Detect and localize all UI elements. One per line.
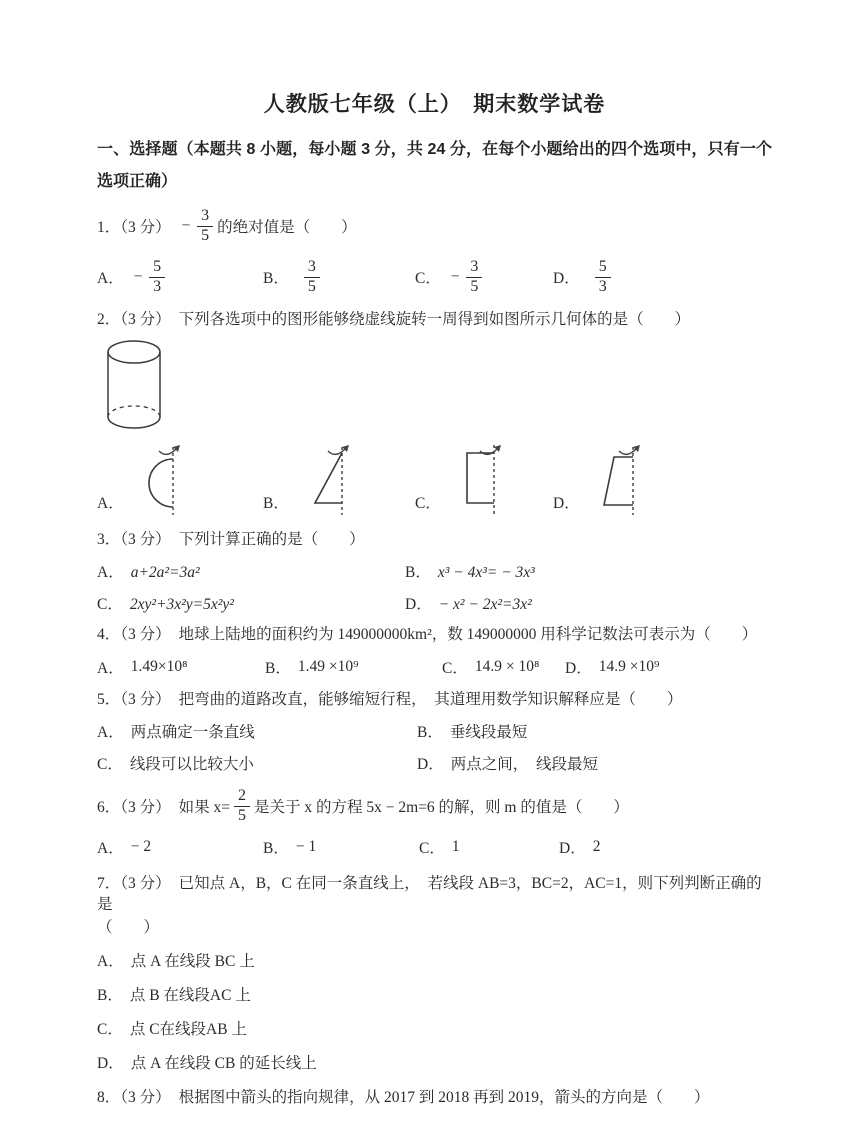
fraction-numerator: 5 bbox=[149, 258, 165, 277]
question-3-options bbox=[97, 560, 772, 614]
page-title: 人教版七年级（上） 期末数学试卷 bbox=[263, 93, 606, 116]
option-b-label: B． bbox=[265, 660, 291, 677]
option-b-label: B． bbox=[263, 270, 289, 287]
question-2-text: 下列各选项中的图形能够绕虚线旋转一周得到如图所示几何体的是（ ） bbox=[178, 311, 691, 328]
option-d-label: D． bbox=[565, 660, 592, 677]
question-4-number: 4．（3 分） bbox=[97, 626, 171, 643]
option-d bbox=[405, 592, 772, 614]
option-c-value: 1 bbox=[451, 838, 460, 855]
option-a bbox=[97, 654, 187, 680]
option-a-text: 两点确定一条直线 bbox=[130, 724, 255, 741]
option-d-label: D． bbox=[559, 840, 586, 857]
option-d-label: D． bbox=[417, 756, 444, 773]
option-c-text: 点 C在线段AB 上 bbox=[129, 1021, 247, 1038]
question-6-stem bbox=[97, 784, 772, 828]
option-d-label: D． bbox=[97, 1055, 124, 1072]
option-b-label: B． bbox=[263, 840, 289, 857]
option-c-label: C． bbox=[97, 596, 123, 613]
option-a-label: A． bbox=[97, 724, 124, 741]
triangle-figure bbox=[296, 439, 370, 519]
option-a-value: − 2 bbox=[130, 838, 152, 855]
question-5-options bbox=[97, 720, 772, 774]
question-6-number: 6．（3 分） bbox=[97, 799, 171, 816]
question-2-options bbox=[97, 435, 772, 519]
fraction-denominator: 3 bbox=[598, 277, 607, 295]
fraction-numerator: 5 bbox=[595, 258, 611, 277]
option-a-text: 点 A 在线段 BC 上 bbox=[130, 953, 255, 970]
option-a-label: A． bbox=[97, 564, 124, 581]
question-5-text: 把弯曲的道路改直，能够缩短行程， 其道理用数学知识解释应是（ ） bbox=[178, 691, 683, 708]
option-d-text: 两点之间， 线段最短 bbox=[450, 756, 598, 773]
question-6-options bbox=[97, 834, 772, 860]
option-b bbox=[405, 560, 772, 582]
question-1-text: 的绝对值是（ ） bbox=[217, 219, 357, 236]
minus-sign: − bbox=[132, 268, 144, 285]
question-1-options bbox=[97, 254, 772, 300]
question-3-stem bbox=[97, 529, 772, 550]
question-2-number: 2．（3 分） bbox=[97, 311, 171, 328]
question-5-stem bbox=[97, 689, 772, 710]
question-8 bbox=[97, 1087, 772, 1108]
option-c-label: C． bbox=[415, 495, 441, 512]
option-c-expression: 2xy²+3x²y=5x²y² bbox=[129, 596, 234, 613]
option-c bbox=[415, 439, 522, 519]
fraction-denominator: 5 bbox=[201, 226, 210, 244]
question-1 bbox=[97, 204, 772, 300]
question-2-figure bbox=[105, 339, 772, 431]
rectangle-figure bbox=[448, 439, 522, 519]
question-4-options bbox=[97, 654, 772, 680]
question-6 bbox=[97, 784, 772, 860]
fraction-5-3 bbox=[149, 258, 165, 296]
option-c bbox=[442, 654, 539, 680]
option-b-text: 点 B 在线段AC 上 bbox=[129, 987, 251, 1004]
fraction-denominator: 5 bbox=[238, 806, 247, 824]
question-4-stem bbox=[97, 624, 772, 645]
question-5-number: 5．（3 分） bbox=[97, 691, 171, 708]
option-d-value: 2 bbox=[592, 838, 601, 855]
question-2-stem bbox=[97, 309, 772, 330]
fraction-denominator: 5 bbox=[307, 277, 316, 295]
fraction-2-5 bbox=[234, 787, 250, 825]
question-4-text: 地球上陆地的面积约为 149000000km²，数 149000000 用科学记数法可表示为（ ） bbox=[178, 626, 758, 643]
option-c-text: 线段可以比较大小 bbox=[129, 756, 254, 773]
question-1-number: 1．（3 分） bbox=[97, 219, 171, 236]
question-7-number: 7．（3 分） bbox=[97, 875, 171, 892]
fraction-numerator: 3 bbox=[466, 258, 482, 277]
option-a-label: A． bbox=[97, 495, 124, 512]
option-a bbox=[97, 720, 417, 742]
option-c-label: C． bbox=[415, 270, 441, 287]
option-b-value: 1.49 ×10⁹ bbox=[297, 658, 359, 675]
question-8-number: 8．（3 分） bbox=[97, 1089, 171, 1106]
option-b-text: 垂线段最短 bbox=[449, 724, 528, 741]
fraction-numerator: 3 bbox=[197, 207, 213, 226]
option-b bbox=[263, 439, 370, 519]
fraction-3-5 bbox=[304, 258, 320, 296]
option-a-label: A． bbox=[97, 840, 124, 857]
option-b-label: B． bbox=[263, 495, 289, 512]
option-a-value: 1.49×10⁸ bbox=[130, 658, 188, 675]
fraction-3-5 bbox=[466, 258, 482, 296]
option-a bbox=[97, 951, 772, 972]
option-a-expression: a+2a²=3a² bbox=[130, 564, 200, 581]
option-b bbox=[97, 985, 772, 1006]
trapezoid-figure bbox=[587, 439, 661, 519]
option-b-expression: x³ − 4x³= − 3x³ bbox=[437, 564, 535, 581]
minus-sign: − bbox=[449, 268, 461, 285]
option-c-label: C． bbox=[97, 1021, 123, 1038]
question-4 bbox=[97, 624, 772, 680]
option-a bbox=[97, 439, 205, 519]
option-a-label: A． bbox=[97, 270, 124, 287]
rotation-arrow-icon bbox=[159, 445, 180, 454]
option-a bbox=[97, 560, 405, 582]
question-3-number: 3．（3 分） bbox=[97, 531, 171, 548]
question-7-stem-blank: （ ） bbox=[97, 919, 160, 936]
option-d bbox=[553, 439, 661, 519]
question-8-text: 根据图中箭头的指向规律，从 2017 到 2018 再到 2019，箭头的方向是（ ） bbox=[178, 1089, 710, 1106]
option-d bbox=[417, 752, 772, 774]
question-8-stem bbox=[97, 1087, 772, 1108]
option-a-label: A． bbox=[97, 660, 124, 677]
option-d bbox=[97, 1053, 772, 1074]
option-c bbox=[419, 834, 460, 860]
question-6-text-post: 是关于 x 的方程 5x − 2m=6 的解，则 m 的值是（ ） bbox=[254, 799, 629, 816]
option-b bbox=[265, 654, 359, 680]
rotation-arrow-icon bbox=[328, 445, 349, 454]
question-2 bbox=[97, 309, 772, 519]
fraction-numerator: 2 bbox=[234, 787, 250, 806]
option-c-value: 14.9 × 10⁸ bbox=[474, 658, 540, 675]
option-a bbox=[97, 254, 169, 300]
option-d bbox=[553, 254, 615, 300]
fraction-denominator: 5 bbox=[470, 277, 479, 295]
option-d bbox=[559, 834, 600, 860]
option-c bbox=[415, 254, 486, 300]
option-a bbox=[97, 834, 151, 860]
option-b-value: − 1 bbox=[295, 838, 317, 855]
fraction-denominator: 3 bbox=[153, 277, 162, 295]
fraction-3-5 bbox=[197, 207, 213, 245]
option-b bbox=[263, 834, 316, 860]
fraction-numerator: 3 bbox=[304, 258, 320, 277]
question-5 bbox=[97, 689, 772, 774]
question-7-stem bbox=[97, 873, 772, 915]
option-c bbox=[97, 592, 405, 614]
option-c bbox=[97, 1019, 772, 1040]
option-b-label: B． bbox=[417, 724, 443, 741]
question-3 bbox=[97, 529, 772, 614]
minus-sign: − bbox=[180, 217, 192, 234]
option-d-text: 点 A 在线段 CB 的延长线上 bbox=[130, 1055, 317, 1072]
option-c-label: C． bbox=[442, 660, 468, 677]
option-c bbox=[97, 752, 417, 774]
question-7-text: 已知点 A，B，C 在同一条直线上， 若线段 AB=3，BC=2，AC=1，则下列判断正确的是 bbox=[97, 875, 762, 913]
fraction-5-3 bbox=[595, 258, 611, 296]
option-b bbox=[417, 720, 772, 742]
option-b bbox=[263, 254, 324, 300]
section-heading: 一、选择题（本题共 8 小题，每小题 3 分，共 24 分，在每个小题给出的四个选项中，只有一个选项正确） bbox=[97, 141, 772, 190]
option-d bbox=[565, 654, 659, 680]
rotation-arrow-icon bbox=[619, 445, 640, 454]
cylinder-figure bbox=[105, 339, 163, 431]
question-6-text-pre: 如果 x= bbox=[178, 799, 231, 816]
question-7 bbox=[97, 873, 772, 1074]
option-d-value: 14.9 ×10⁹ bbox=[598, 658, 660, 675]
option-d-label: D． bbox=[553, 270, 580, 287]
question-1-stem bbox=[97, 204, 772, 248]
option-c-label: C． bbox=[97, 756, 123, 773]
question-3-text: 下列计算正确的是（ ） bbox=[178, 531, 365, 548]
option-d-label: D． bbox=[553, 495, 580, 512]
semicircle-figure bbox=[131, 439, 205, 519]
option-c-label: C． bbox=[419, 840, 445, 857]
option-b-label: B． bbox=[405, 564, 431, 581]
option-b-label: B． bbox=[97, 987, 123, 1004]
option-d-label: D． bbox=[405, 596, 432, 613]
option-a-label: A． bbox=[97, 953, 124, 970]
option-d-expression: − x² − 2x²=3x² bbox=[438, 596, 532, 613]
